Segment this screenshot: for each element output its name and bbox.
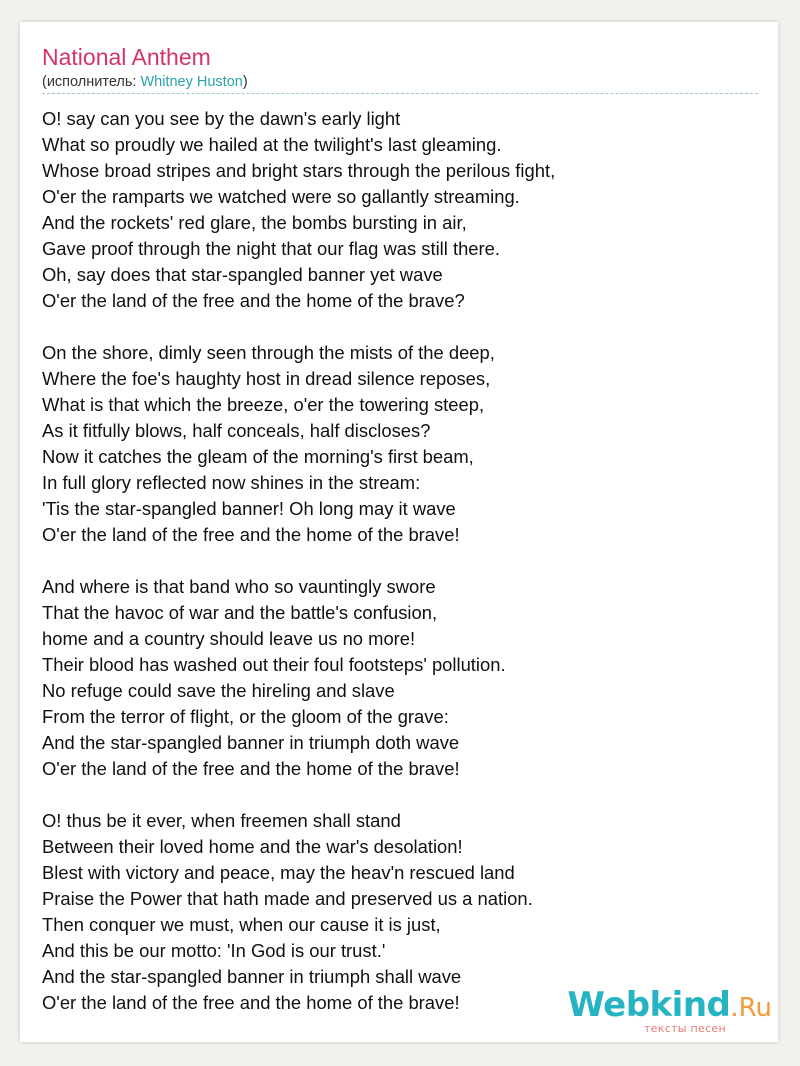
performer-line bbox=[42, 73, 248, 91]
lyric-line: What so proudly we hailed at the twilight's last gleaming. bbox=[42, 134, 502, 155]
lyric-line: That the havoc of war and the battle's confusion, bbox=[42, 602, 438, 623]
lyric-line: On the shore, dimly seen through the mists of the deep, bbox=[42, 342, 495, 363]
lyric-line: And where is that band who so vauntingly swore bbox=[42, 576, 436, 597]
lyric-line: Gave proof through the night that our flag was still there. bbox=[42, 238, 500, 259]
stanza-gap bbox=[42, 314, 742, 340]
lyric-line: Now it catches the gleam of the morning's first beam, bbox=[42, 446, 474, 467]
lyric-line: And the star-spangled banner in triumph shall wave bbox=[42, 966, 462, 987]
lyric-line: O'er the ramparts we watched were so gallantly streaming. bbox=[42, 186, 520, 207]
lyric-line: No refuge could save the hireling and slave bbox=[42, 680, 395, 701]
lyric-line: O'er the land of the free and the home of the brave! bbox=[42, 758, 460, 779]
logo-wordmark bbox=[567, 986, 772, 1027]
lyric-line: Oh, say does that star-spangled banner yet wave bbox=[42, 264, 443, 285]
lyric-line: What is that which the breeze, o'er the towering steep, bbox=[42, 394, 485, 415]
lyric-line: Whose broad stripes and bright stars through the perilous fight, bbox=[42, 160, 556, 181]
lyric-line: As it fitfully blows, half conceals, half discloses? bbox=[42, 420, 431, 441]
song-title: National Anthem bbox=[42, 44, 211, 70]
lyric-line: And the rockets' red glare, the bombs bursting in air, bbox=[42, 212, 467, 233]
lyric-line: O'er the land of the free and the home of the brave! bbox=[42, 524, 460, 545]
lyrics-text bbox=[42, 106, 742, 1016]
performer-prefix: (исполнитель: bbox=[42, 74, 141, 90]
lyric-line: Blest with victory and peace, may the heav'n rescued land bbox=[42, 862, 515, 883]
lyric-line: From the terror of flight, or the gloom of the grave: bbox=[42, 706, 449, 727]
logo-tld: .Ru bbox=[730, 993, 772, 1023]
performer-suffix: ) bbox=[242, 74, 248, 90]
lyric-line: Their blood has washed out their foul footsteps' pollution. bbox=[42, 654, 506, 675]
stanza-gap bbox=[42, 782, 742, 808]
title-divider bbox=[42, 93, 758, 94]
lyric-line: And this be our motto: 'In God is our trust.' bbox=[42, 940, 386, 961]
lyric-line: In full glory reflected now shines in the stream: bbox=[42, 472, 421, 493]
lyric-line: O! say can you see by the dawn's early light bbox=[42, 108, 401, 129]
lyrics-card bbox=[20, 22, 778, 1042]
lyric-line: O'er the land of the free and the home of the brave! bbox=[42, 992, 460, 1013]
lyric-line: home and a country should leave us no more! bbox=[42, 628, 416, 649]
lyric-line: Praise the Power that hath made and preserved us a nation. bbox=[42, 888, 533, 909]
lyric-line: O'er the land of the free and the home of the brave? bbox=[42, 290, 465, 311]
logo-main-text: Webkind bbox=[567, 985, 731, 1025]
lyric-line: 'Tis the star-spangled banner! Oh long may it wave bbox=[42, 498, 456, 519]
stanza-gap bbox=[42, 548, 742, 574]
lyric-line: Then conquer we must, when our cause it is just, bbox=[42, 914, 441, 935]
lyric-line: O! thus be it ever, when freemen shall stand bbox=[42, 810, 401, 831]
site-logo[interactable] bbox=[567, 985, 772, 1036]
lyric-line: Where the foe's haughty host in dread silence reposes, bbox=[42, 368, 491, 389]
performer-link[interactable]: Whitney Huston bbox=[140, 74, 243, 90]
lyric-line: And the star-spangled banner in triumph doth wave bbox=[42, 732, 460, 753]
lyric-line: Between their loved home and the war's desolation! bbox=[42, 836, 463, 857]
logo-tagline: тексты песен bbox=[643, 1022, 726, 1035]
